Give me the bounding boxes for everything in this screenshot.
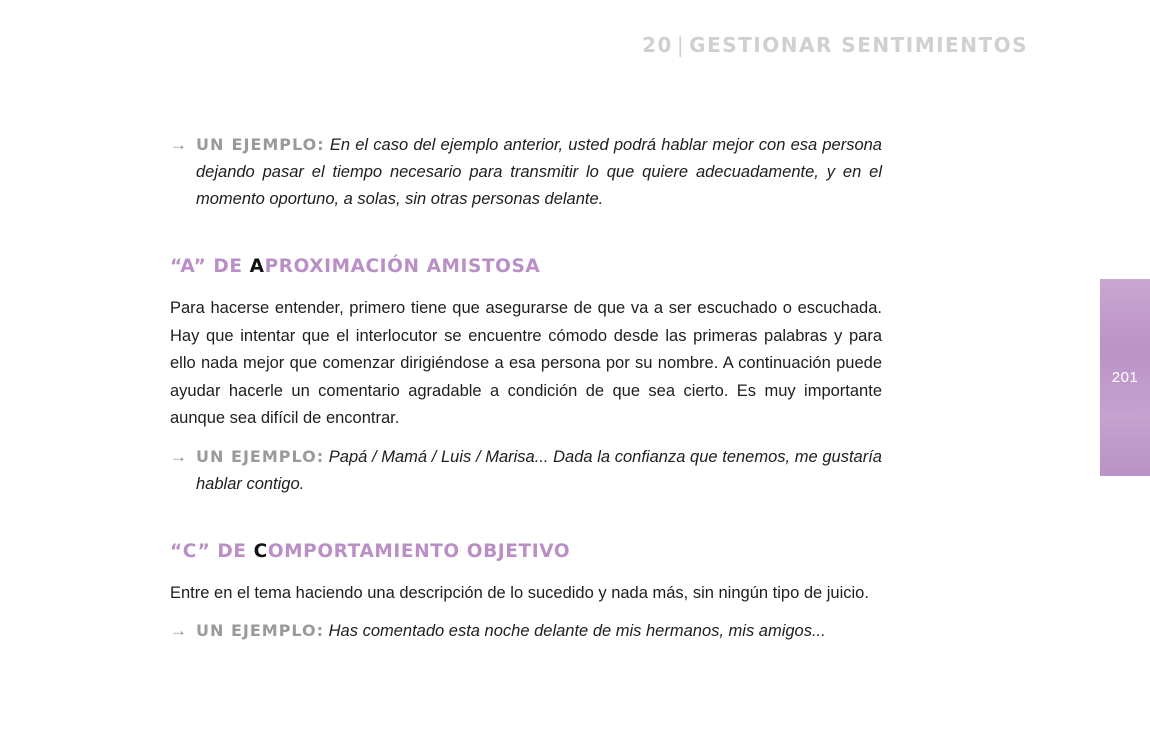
arrow-right-icon: → [170, 135, 187, 154]
section-heading-aproximacion [170, 256, 882, 277]
heading-initial: A [249, 256, 265, 277]
running-header [642, 33, 1028, 57]
example-label: UN EJEMPLO: [196, 621, 325, 640]
chapter-number: 20 [642, 33, 673, 57]
section-heading-comportamiento [170, 541, 882, 562]
example-block-3 [170, 617, 882, 645]
page-body [170, 131, 882, 645]
body-paragraph-aproximacion: Para hacerse entender, primero tiene que asegurarse de que va a ser escuchado o escuchada. Hay que intentar que el interlocutor se encuentre cómodo desde las primeras palabras y para ello nada mejor que comenzar dirigiéndose a esa persona por su nombre. A continuación puede ayudar hacerle un comentario agradable a condición de que sea cierto. Es muy importante aunque sea difícil de encontrar. [170, 299, 882, 427]
heading-prefix: “A” DE [170, 256, 250, 277]
arrow-right-icon: → [170, 621, 187, 640]
header-separator: | [676, 33, 686, 57]
example-label: UN EJEMPLO: [196, 446, 325, 466]
heading-prefix: “C” DE [170, 540, 254, 562]
example-block-2 [170, 443, 882, 498]
chapter-title: GESTIONAR SENTIMIENTOS [689, 33, 1028, 57]
example-label: UN EJEMPLO: [196, 135, 325, 154]
page-number: 201 [1111, 369, 1139, 386]
heading-rest: OMPORTAMIENTO OBJETIVO [267, 540, 571, 562]
body-paragraph-comportamiento: Entre en el tema haciendo una descripción de lo sucedido y nada más, sin ningún tipo de juicio. [170, 583, 869, 602]
arrow-right-icon: → [170, 446, 187, 466]
heading-rest: PROXIMACIÓN AMISTOSA [264, 256, 541, 277]
example-block-1 [170, 131, 882, 213]
example-text: En el caso del ejemplo anterior, usted podrá hablar mejor con esa persona dejando pasar el tiempo necesario para transmitir lo que quiere adecuadamente, y en el momento oportuno, a solas, sin otras personas delante. [196, 136, 882, 208]
heading-initial: C [253, 540, 268, 562]
example-text: Papá / Mamá / Luis / Marisa... Dada la confianza que tenemos, me gustaría hablar contigo. [196, 447, 882, 493]
example-text: Has comentado esta noche delante de mis hermanos, mis amigos... [328, 622, 826, 640]
